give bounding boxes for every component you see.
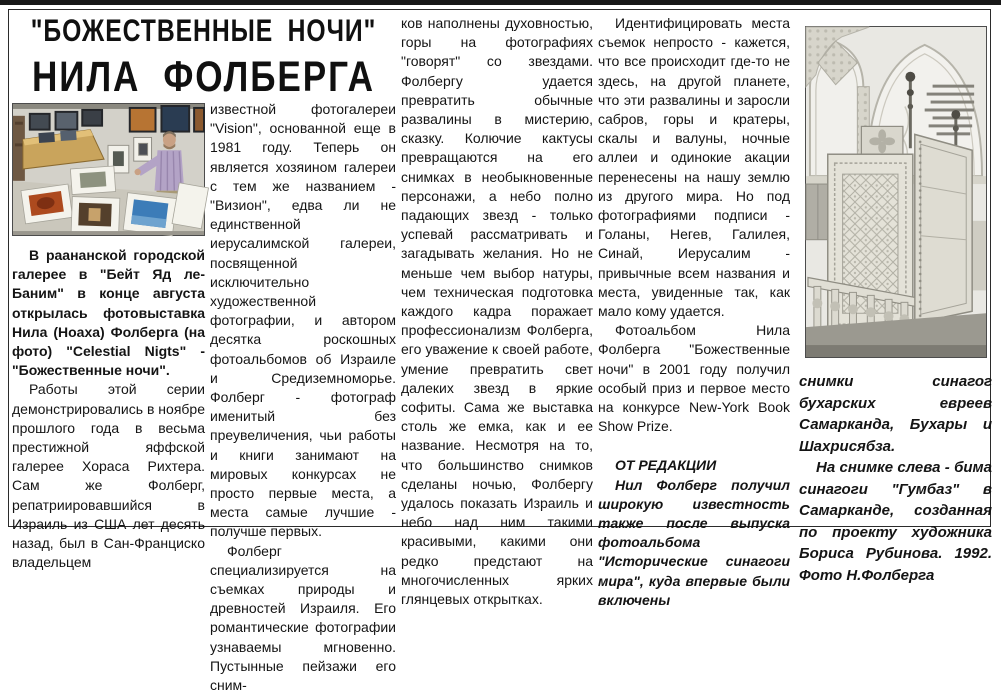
photo-caption bbox=[799, 371, 992, 586]
article-column-1 bbox=[12, 246, 205, 572]
paragraph: ков наполнены духовностью, горы на фотографиях "говорят" со звездами. Фолбергу удается превратить обычные развалины в мистерию, сказку. Колючие кактусы превращаются на его снимках в необыкновенные персонажи, а небо полно падающих звезд - только успевай рассматривать и загадывать желания. Но не меньше чем выбор натуры, чем техническая подготовка каждого кадра поражает профессионализм Фолберга, его уважение к своей работе, умение превратить свет далеких звезд в яркие софиты. Сама же выставка столь же емка, как и ее название. Несмотря на то, что большинство снимков сделаны ночью, Фолбергу удалось показать Израиль и небо над ним такими красивыми, какими они редко предстают на многочисленных ярких глянцевых открытках. bbox=[401, 15, 593, 608]
article-title bbox=[12, 12, 395, 101]
bima-photo bbox=[805, 26, 987, 358]
paragraph: Работы этой серии демонстрировались в ноябре прошлого года в весьма престижной яффской галерее Хораса Рихтера. Сам же Фолберг, репатриировавшийся в Израиль из США лет десять назад, был в Сан-Франциско владельцем bbox=[12, 381, 205, 571]
paragraph: Идентифицировать места съемок непросто - кажется, что все происходит где-то не здесь, на другой планете, что эти развалины и заросли сабров, горы и кратеры, скалы и валуны, ночные аллеи и одинокие акации перенесены на нашу землю из другого мира. Но под фотографиями подписи - Голаны, Негев, Галилея, Синай, Иерусалим - привычные всем названия и места, увиденные так, как мало кому удается. bbox=[598, 15, 790, 320]
paragraph: известной фотогалереи "Vision", основанной еще в 1981 году. Теперь он является хозяином галереи с тем же названием - "Визион", едва ли не единственной иерусалимской галереи, посвященной исключительно художественной фотографии, и автором десятка роскошных фотоальбомов об Израиле и Средиземноморье. Фолберг - фотограф именитый без преувеличения, чьи работы и книги занимают на мировых конкурсах не просто первые места, а места самые лучшие - получше первых. bbox=[210, 101, 396, 540]
caption-paragraph: На снимке слева - бима синагоги "Гумбаз" в Самарканде, созданная по проекту художника Бориса Рубинова. 1992. Фото Н.Фолберга bbox=[799, 459, 992, 584]
editorial-paragraph: Нил Фолберг получил широкую известность также после выпуска фотоальбома "Исторические синагоги мира", куда впервые были включены bbox=[598, 476, 790, 608]
gallery-photo-illustration bbox=[13, 104, 204, 235]
caption-paragraph: снимки синагог бухарских евреев Самарканда, Бухары и Шахрисябза. bbox=[799, 373, 992, 455]
paragraph: Фолберг специализируется на съемках природы и древностей Израиля. Его романтические фотографии узнаваемы мгновенно. Пустынные пейзажи его сним- bbox=[210, 542, 396, 694]
editorial-header: ОТ РЕДАКЦИИ bbox=[615, 457, 717, 474]
paragraph: Фотоальбом Нила Фолберга "Божественные ночи" в 2001 году получил особый приз и первое место на конкурсе New-York Book Show Prize. bbox=[598, 322, 790, 435]
article-column-3 bbox=[401, 14, 593, 609]
article-column-2 bbox=[210, 100, 396, 695]
bima-photo-illustration bbox=[806, 27, 986, 357]
page-title-line1: "БОЖЕСТВЕННЫЕ НОЧИ" bbox=[30, 12, 377, 48]
article-column-4 bbox=[598, 14, 790, 610]
page-title-line2: НИЛА ФОЛБЕРГА bbox=[32, 53, 375, 101]
top-rule bbox=[0, 0, 1001, 5]
lead-paragraph: В раананской городской галерее в "Бейт Яд ле-Баним" в конце августа открылась фотовыставка Нила (Ноаха) Фолберга (на фото) "Celestial Nigts" - "Божественные ночи". bbox=[12, 247, 205, 379]
gallery-photo bbox=[12, 103, 205, 236]
